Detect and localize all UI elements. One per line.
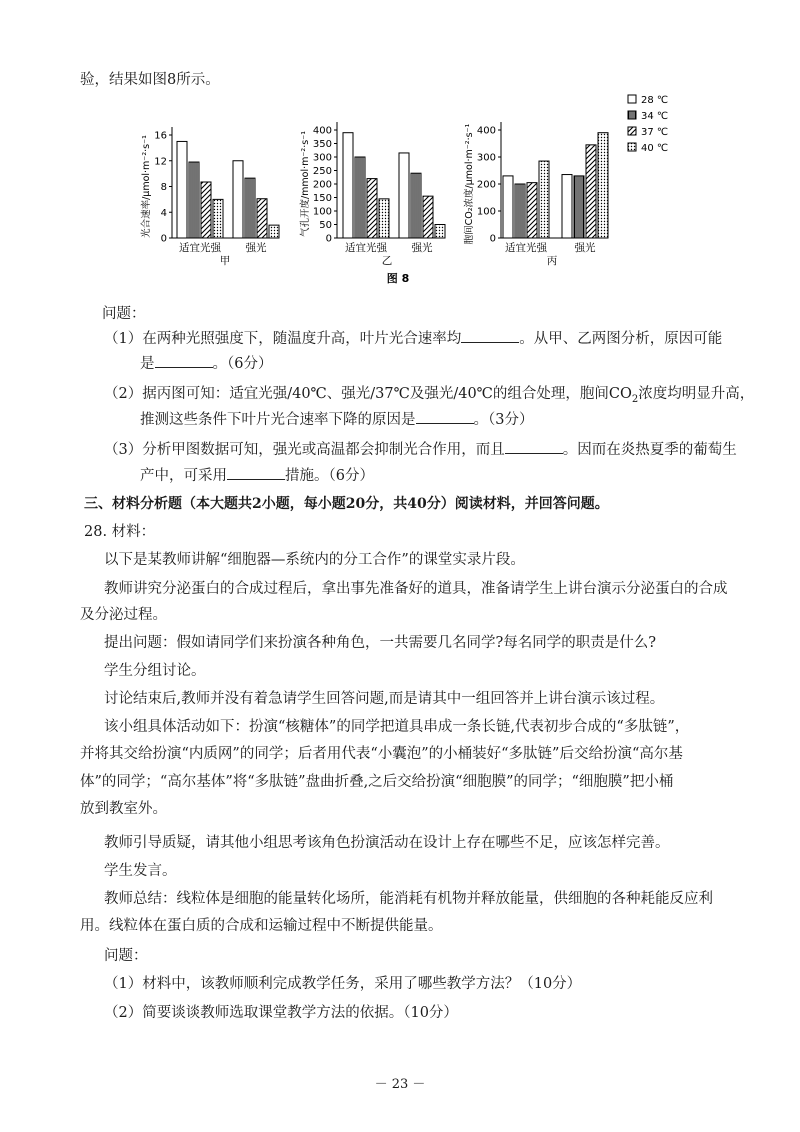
bar [189, 162, 199, 238]
answer-blank[interactable] [155, 354, 213, 368]
answer-blank[interactable] [461, 329, 519, 343]
y-axis-label: 胞间CO₂浓度/μmol·m⁻²·s⁻¹ [464, 123, 475, 245]
chart-panel-乙 [299, 122, 445, 267]
q27-p1-text-a: （1）在两种光照强度下，随温度升高，叶片光合速率均 [104, 331, 462, 347]
y-tick-label: 12 [154, 156, 167, 168]
panel-caption: 丙 [546, 255, 558, 267]
bar [435, 225, 445, 239]
q28-question-1: （1）材料中，该教师顺利完成教学任务，采用了哪些教学方法？（10分） [104, 976, 582, 992]
bar [355, 157, 365, 238]
y-tick-label: 50 [319, 220, 332, 231]
answer-blank[interactable] [505, 440, 563, 454]
q28-question-label: 问题： [104, 948, 148, 964]
q27-p2-text-a: （2）据丙图可知：适宜光强/40℃、强光/37℃及强光/40℃的组合处理，胞间CO [104, 386, 632, 402]
material-line: 以下是某教师讲解“细胞器—系统内的分工合作”的课堂实录片段。 [104, 552, 525, 568]
y-tick-label: 4 [160, 207, 167, 219]
y-tick-label: 200 [312, 179, 332, 191]
y-tick-label: 150 [312, 193, 332, 204]
answer-blank[interactable] [416, 410, 474, 424]
legend-swatch [628, 111, 636, 119]
material-line: 及分泌过程。 [80, 607, 167, 623]
bar [515, 184, 525, 238]
legend-label: 34 ℃ [641, 111, 669, 122]
y-tick-label: 350 [312, 139, 332, 150]
material-line: 讨论结束后,教师并没有着急请学生回答问题,而是请其中一组回答并上讲台演示该过程。 [104, 691, 665, 707]
x-tick-label: 强光 [574, 242, 596, 254]
material-line: 教师引导质疑，请其他小组思考该角色扮演活动在设计上存在哪些不足，应该怎样完善。 [104, 835, 670, 851]
q27-p2-text-c: 推测这些条件下叶片光合速率下降的原因是 [140, 412, 416, 428]
material-line: 学生发言。 [104, 863, 177, 879]
bar [586, 145, 596, 238]
legend-label: 28 ℃ [641, 95, 669, 106]
bar [269, 225, 279, 238]
y-tick-label: 0 [325, 233, 332, 245]
bar [367, 179, 377, 238]
y-tick-label: 300 [312, 152, 332, 164]
bar [379, 199, 389, 238]
x-tick-label: 适宜光强 [345, 242, 387, 254]
chart-panel-丙 [463, 122, 608, 267]
page-number: － 23 － [374, 1077, 426, 1092]
legend-label: 37 ℃ [641, 127, 669, 138]
q28-label: 28. 材料： [84, 524, 156, 540]
x-tick-label: 强光 [245, 242, 267, 254]
material-line: 该小组具体活动如下：扮演“核糖体”的同学把道具串成一条长链,代表初步合成的“多肽链”， [104, 719, 690, 735]
bar [503, 176, 513, 238]
bar [598, 133, 608, 238]
bar [201, 182, 211, 238]
q27-part3-line1 [104, 440, 737, 460]
intro-text: 验，结果如图8所示。 [80, 72, 220, 88]
material-line: 并将其交给扮演“内质网”的同学；后者用代表“小囊泡”的小桶装好“多肽链”后交给扮演“高尔基 [80, 746, 683, 762]
q27-p3-text-c: 产中，可采用 [140, 468, 227, 484]
q28-question-2: （2）简要谈谈教师选取课堂教学方法的依据。（10分） [104, 1005, 458, 1021]
q27-part1-line1 [104, 329, 722, 349]
y-tick-label: 400 [476, 125, 496, 137]
chart-panel-甲 [140, 127, 279, 267]
material-line: 体”的同学；“高尔基体”将“多肽链”盘曲折叠,之后交给扮演“细胞膜”的同学；“细胞膜”把小桶 [80, 774, 674, 790]
q27-p2-text-b: 浓度均明显升高， [638, 386, 755, 402]
y-tick-label: 400 [312, 125, 332, 137]
bar [343, 133, 353, 238]
q27-p1-text-c: 是 [140, 356, 155, 372]
y-tick-label: 0 [489, 233, 496, 245]
y-tick-label: 16 [154, 130, 167, 142]
legend-swatch [628, 143, 636, 151]
bar [177, 141, 187, 238]
y-axis-label: 气孔开度/mmol·m⁻²·s⁻¹ [300, 130, 311, 238]
y-tick-label: 200 [476, 179, 496, 191]
x-tick-label: 适宜光强 [505, 242, 547, 254]
bar [539, 161, 549, 238]
q27-part1-line2 [140, 354, 272, 374]
bar [527, 183, 537, 238]
material-line: 学生分组讨论。 [104, 663, 206, 679]
y-tick-label: 300 [476, 152, 496, 164]
figure-caption: 图 8 [386, 272, 410, 285]
y-axis-label: 光合速率/μmol·m⁻²·s⁻¹ [141, 135, 152, 238]
material-line: 提出问题：假如请同学们来扮演各种角色，一共需要几名同学?每名同学的职责是什么? [104, 635, 657, 651]
chart-legend [628, 95, 668, 154]
panel-caption: 乙 [381, 255, 393, 267]
x-tick-label: 适宜光强 [179, 242, 221, 254]
legend-swatch [628, 95, 636, 103]
bar [574, 176, 584, 238]
material-line: 用。线粒体在蛋白质的合成和运输过程中不断提供能量。 [80, 918, 443, 934]
legend-swatch [628, 127, 636, 135]
y-tick-label: 100 [312, 206, 332, 218]
q27-p3-text-a: （3）分析甲图数据可知，强光或高温都会抑制光合作用，而且 [104, 442, 505, 458]
bar [213, 199, 223, 238]
y-tick-label: 100 [476, 206, 496, 218]
material-line: 放到教室外。 [80, 801, 167, 817]
answer-blank[interactable] [227, 466, 285, 480]
q27-p3-text-d: 措施。（6分） [285, 468, 374, 484]
panel-caption: 甲 [219, 255, 231, 267]
section-3-heading: 三、材料分析题（本大题共2小题，每小题20分，共40分）阅读材料，并回答问题。 [84, 496, 609, 512]
q27-p2-sub: 2 [631, 393, 639, 405]
q27-p3-text-b: 。因而在炎热夏季的葡萄生 [562, 442, 737, 458]
legend-label: 40 ℃ [641, 143, 669, 154]
bar [562, 175, 572, 238]
q27-part3-line2 [140, 466, 374, 486]
material-line: 教师讲究分泌蛋白的合成过程后，拿出事先准备好的道具，准备请学生上讲台演示分泌蛋白的合成 [104, 581, 728, 597]
bar [423, 196, 433, 238]
q27-part2-line2 [140, 410, 533, 430]
y-tick-label: 8 [160, 182, 167, 193]
bar [245, 178, 255, 238]
bar [399, 153, 409, 238]
q27-part2-line1 [104, 384, 754, 410]
bar [257, 199, 267, 238]
bar [411, 173, 421, 238]
q27-label: 问题： [102, 306, 146, 322]
q27-p2-text-d: 。（3分） [473, 412, 534, 428]
q27-p1-text-d: 。（6分） [212, 356, 273, 372]
x-tick-label: 强光 [411, 242, 433, 254]
q27-p1-text-b: 。从甲、乙两图分析，原因可能 [519, 331, 723, 347]
material-line: 教师总结：线粒体是细胞的能量转化场所，能消耗有机物并释放能量，供细胞的各种耗能反应利 [104, 891, 713, 907]
y-tick-label: 0 [160, 233, 167, 245]
bar [233, 161, 243, 238]
y-tick-label: 250 [312, 166, 332, 177]
